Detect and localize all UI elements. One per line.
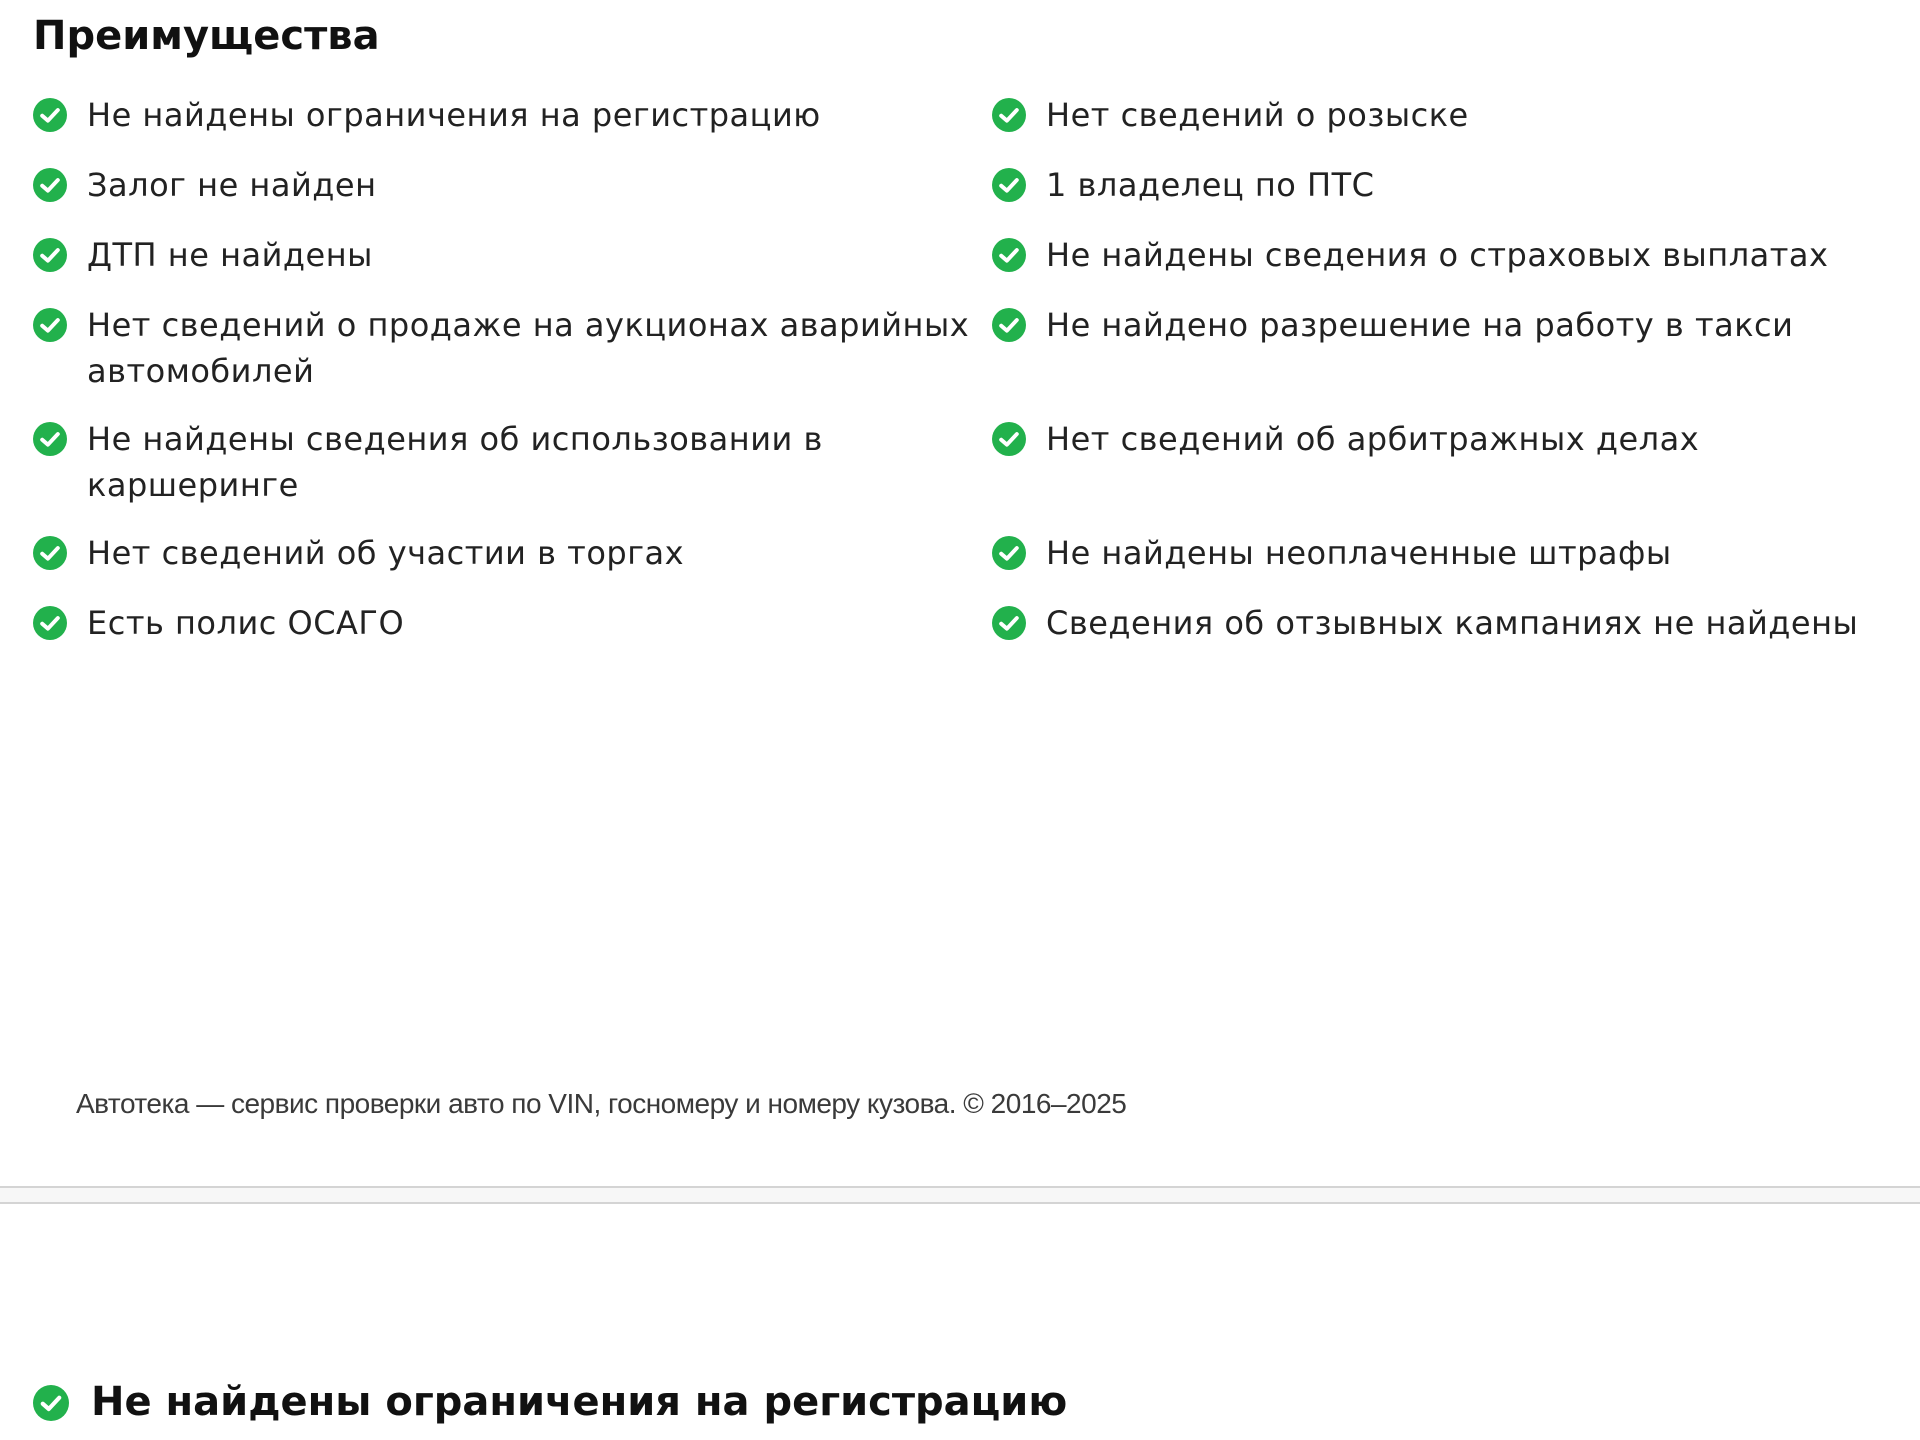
check-circle-icon xyxy=(992,168,1026,202)
list-item xyxy=(992,600,1892,670)
list-item xyxy=(992,302,1892,416)
list-item xyxy=(992,416,1892,530)
list-item-label: Не найдены сведения о страховых выплатах xyxy=(1046,236,1829,274)
list-item-label: Не найдены ограничения на регистрацию xyxy=(87,96,821,134)
check-circle-icon xyxy=(992,422,1026,456)
section-divider xyxy=(0,1186,1920,1204)
next-section-heading xyxy=(33,1374,1067,1430)
footer-copyright: Автотека — сервис проверки авто по VIN, госномеру и номеру кузова. © 2016–2025 xyxy=(76,1088,1127,1119)
list-item-label: Не найдены сведения об использовании в каршеринге xyxy=(87,420,823,504)
check-circle-icon xyxy=(33,606,67,640)
check-circle-icon xyxy=(33,238,67,272)
list-item-label: ДТП не найдены xyxy=(87,236,373,274)
list-item-label: Не найдены неоплаченные штрафы xyxy=(1046,534,1672,572)
check-circle-icon xyxy=(992,308,1026,342)
check-circle-icon xyxy=(992,606,1026,640)
list-item xyxy=(992,92,1892,162)
list-item xyxy=(992,530,1892,600)
list-item-label: Нет сведений о продаже на аукционах аварийных автомобилей xyxy=(87,306,970,390)
check-circle-icon xyxy=(992,536,1026,570)
list-item xyxy=(33,530,978,600)
list-item xyxy=(992,162,1892,232)
list-item xyxy=(33,600,978,670)
list-item xyxy=(992,232,1892,302)
list-item-label: 1 владелец по ПТС xyxy=(1046,166,1375,204)
list-item-label: Залог не найден xyxy=(87,166,377,204)
list-item-label: Нет сведений об участии в торгах xyxy=(87,534,685,572)
advantages-list-right xyxy=(992,92,1892,670)
check-circle-icon xyxy=(33,1385,69,1421)
list-item xyxy=(33,416,978,530)
check-circle-icon xyxy=(33,422,67,456)
list-item xyxy=(33,162,978,232)
advantages-list-left xyxy=(33,92,978,670)
list-item-label: Нет сведений об арбитражных делах xyxy=(1046,420,1700,458)
list-item-label: Не найдено разрешение на работу в такси xyxy=(1046,306,1794,344)
check-circle-icon xyxy=(992,98,1026,132)
list-item-label: Нет сведений о розыске xyxy=(1046,96,1469,134)
check-circle-icon xyxy=(33,308,67,342)
check-circle-icon xyxy=(992,238,1026,272)
check-circle-icon xyxy=(33,98,67,132)
check-circle-icon xyxy=(33,536,67,570)
list-item xyxy=(33,302,978,416)
next-section-heading-label: Не найдены ограничения на регистрацию xyxy=(91,1379,1068,1425)
advantages-title: Преимущества xyxy=(33,13,380,59)
list-item-label: Сведения об отзывных кампаниях не найдены xyxy=(1046,604,1859,642)
list-item xyxy=(33,92,978,162)
list-item xyxy=(33,232,978,302)
check-circle-icon xyxy=(33,168,67,202)
list-item-label: Есть полис ОСАГО xyxy=(87,604,405,642)
